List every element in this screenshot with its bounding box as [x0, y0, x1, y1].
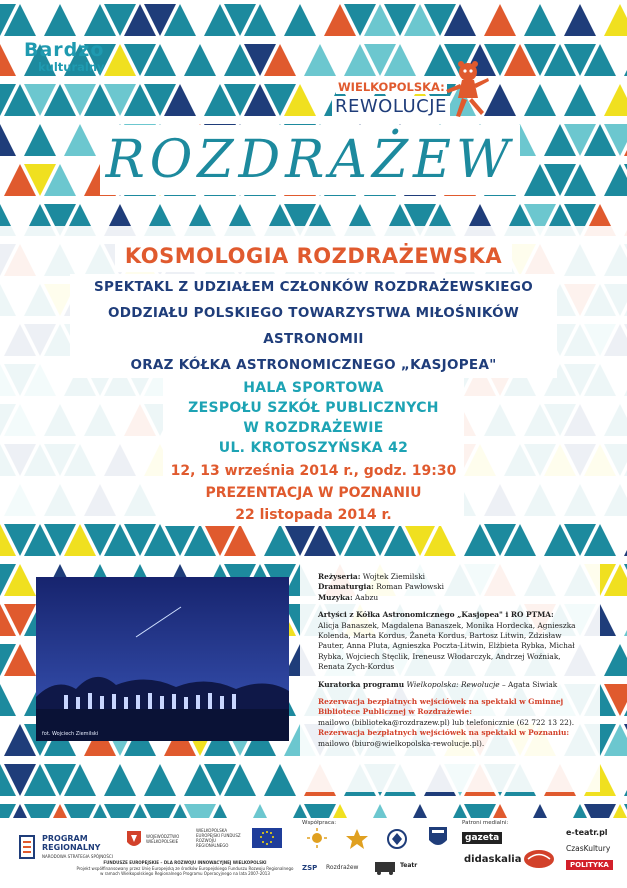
reservation-1-head: Rezerwacja bezpłatnych wejściówek na spektakl w Gminnej Bibliotece Publicznej w Rozdrażewie:: [318, 697, 564, 717]
credit-artists-label: Artyści z Kółka Astronomicznego „Kasjopea" i RO PTMA:: [318, 610, 554, 620]
gazeta-logo: gazeta: [462, 832, 502, 844]
coat-of-arms-icon: [126, 830, 142, 850]
pattern-triangle: [264, 804, 296, 818]
eteatr-logo: e-teatr.pl: [566, 828, 608, 837]
wielkopolska-rewolucje-logo: [332, 60, 502, 126]
credit-music: Muzyka: Aabzu: [318, 592, 379, 602]
logo-line2: REWOLUCJE: [332, 96, 450, 117]
wrpo-logo: [196, 828, 286, 848]
emblem-logo-icon: [384, 828, 410, 850]
pattern-triangle: [544, 804, 576, 818]
mascot-icon: [442, 60, 492, 122]
woj-label: WOJEWÓDZTWO WIELKOPOLSKIE: [146, 834, 180, 844]
rozdrazew-logo: Rozdrażew: [326, 864, 359, 871]
support-label: Współpraca:: [302, 820, 337, 826]
venue-line-1: HALA SPORTOWA: [243, 380, 384, 396]
credit-curator: Kuratorka programu Wielkopolska: Rewolucje – Agata Siwiak: [318, 679, 558, 689]
venue-line-2: ZESPOŁU SZKÓŁ PUBLICZNYCH: [188, 400, 439, 416]
bus-logo-icon: [374, 860, 396, 876]
prog-line2: REGIONALNY: [42, 843, 101, 852]
pattern-triangle: [104, 804, 136, 818]
pattern-triangle: [384, 804, 416, 818]
radio-logo-icon: [522, 848, 556, 870]
pattern-triangle: [584, 804, 616, 818]
wrpo-label: WIELKOPOLSKA EUROPEJSKI FUNDUSZ ROZWOJU REGIONALNEGO: [196, 828, 241, 848]
pattern-triangle: [504, 804, 536, 818]
fund-text-3: w ramach Wielkopolskiego Regionalnego Programu Operacyjnego na lata 2007-2013: [100, 871, 270, 876]
logo-subtitle: kulturalny: [38, 60, 105, 74]
reservation-1-body: mailowo (biblioteka@rozdrazew.pl) lub telefonicznie (62 722 13 22).: [318, 717, 575, 727]
eu-funds-icon: [18, 834, 36, 860]
pattern-triangle: [424, 804, 456, 818]
pattern-triangle: [464, 804, 496, 818]
photo-caption: fot. Wojciech Ziemilski: [42, 731, 99, 737]
media-label: Patroni medialni:: [462, 820, 509, 826]
venue-line-3: W ROZDRAŻEWIE: [243, 420, 384, 436]
pattern-triangle: [224, 804, 256, 818]
sponsors-footer: [0, 818, 627, 888]
bardzo-kulturalny-logo: [24, 40, 116, 90]
town-name: ROZDRAŻEW: [105, 130, 515, 190]
venue-line-4: UL. KROTOSZYŃSKA 42: [218, 440, 409, 456]
teatr-logo: Teatr: [400, 862, 418, 869]
event-title: KOSMOLOGIA ROZDRAŻEWSKA: [124, 244, 503, 268]
didaskalia-logo: didaskalia: [464, 854, 522, 865]
prog-line1: PROGRAM: [42, 834, 88, 843]
pattern-triangle: [144, 804, 176, 818]
polityka-logo: POLITYKA: [566, 860, 613, 870]
pattern-triangle: [344, 804, 376, 818]
poznan-label: PREZENTACJA W POZNANIU: [205, 485, 422, 501]
wojewodztwo-logo: [126, 830, 188, 854]
photo-scene: [36, 577, 289, 741]
subtitle-line-3: ORAZ KÓŁKA ASTRONOMICZNEGO „KASJOPEA": [130, 357, 497, 373]
event-date: 12, 13 września 2014 r., godz. 19:30: [170, 463, 457, 479]
credit-artists: Alicja Banaszek, Magdalena Banaszek, Monika Hordecka, Agnieszka Kolenda, Marta Kordus, Żaneta Kordus, Bartosz Litwin, Zdzisław Pauter, Anna Pluta, Agnieszka Poczta-Litwin, Elżbieta Rybka, Michał Rybka, Wojciech Stęclik, Ireneusz Włodarczyk, Andrzej Woźniak, Renata Zych-Kordus: [318, 620, 576, 672]
pattern-triangle: [24, 804, 56, 818]
pattern-triangle: [0, 804, 16, 818]
prog-line3: NARODOWA STRATEGIA SPÓJNOŚCI: [42, 854, 113, 859]
performance-photo: [36, 577, 289, 741]
czas-kultury-logo: CzasKultury: [566, 844, 611, 853]
poznan-date: 22 listopada 2014 r.: [235, 507, 392, 523]
credit-dramaturgy: Dramaturgia: Roman Pawłowski: [318, 582, 444, 592]
subtitle-line-2: ODDZIAŁU POLSKIEGO TOWARZYSTWA MIŁOŚNIKÓW ASTRONOMII: [107, 305, 520, 347]
sun-logo-icon: [304, 828, 330, 848]
logo-glyph: Bardzo: [24, 39, 105, 61]
eu-flag-icon: [252, 828, 282, 848]
fund-text: [70, 860, 300, 877]
zsp-logo: ZSP: [302, 864, 318, 872]
pattern-triangle: [184, 804, 216, 818]
reservation-2-head: Rezerwacja bezpłatnych wejściówek na spektakl w Poznaniu:: [318, 728, 570, 738]
pattern-triangle: [64, 804, 96, 818]
fund-text-1: FUNDUSZE EUROPEJSKIE – DLA ROZWOJU INNOWACYJNEJ WIELKOPOLSKI: [103, 860, 267, 865]
reservation-2-body: mailowo (biuro@wielkopolska-rewolucje.pl).: [318, 738, 485, 748]
star-logo-icon: [344, 828, 370, 850]
fund-text-2: Projekt współfinansowany przez Unię Europejską ze środków Europejskiego Funduszu Rozwoju Regionalnego: [76, 865, 294, 871]
credits-block: [318, 572, 586, 749]
subtitle-line-1: SPEKTAKL Z UDZIAŁEM CZŁONKÓW ROZDRAŻEWSKIEGO: [94, 279, 533, 295]
title-wrap: [115, 240, 512, 272]
credit-direction: Reżyseria: Wojtek Ziemilski: [318, 572, 426, 581]
town-name-panel: [100, 125, 520, 195]
event-info: [70, 240, 557, 523]
logo-line1: WIELKOPOLSKA:: [338, 80, 445, 94]
town-arms-icon: [428, 826, 448, 850]
pattern-triangle: [304, 804, 336, 818]
